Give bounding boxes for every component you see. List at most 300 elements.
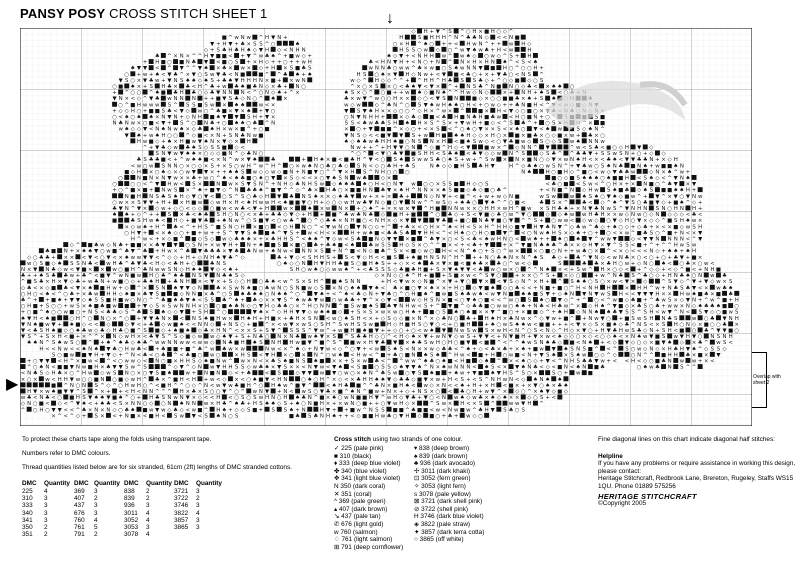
svg-text:◇: ◇ — [192, 365, 197, 371]
svg-text:N: N — [125, 206, 129, 212]
svg-text:■: ■ — [173, 291, 178, 297]
svg-text:H: H — [686, 188, 690, 194]
svg-text:<: < — [454, 41, 459, 47]
svg-text:H: H — [350, 218, 354, 224]
svg-text:S: S — [95, 310, 99, 316]
svg-text:+: + — [246, 322, 251, 328]
svg-text:♠: ♠ — [332, 176, 337, 182]
svg-text:×: × — [570, 243, 575, 249]
svg-text:<: < — [393, 298, 398, 304]
svg-text:w: w — [45, 322, 50, 328]
svg-text:^: ^ — [33, 334, 38, 340]
svg-text:♣: ♣ — [594, 224, 599, 230]
svg-text:H: H — [131, 267, 135, 273]
svg-text:w: w — [161, 340, 166, 346]
svg-text:S: S — [217, 212, 221, 218]
qty-dmc-cell: 3857 — [174, 517, 188, 524]
svg-text:^: ^ — [570, 304, 575, 310]
svg-text:w: w — [466, 273, 471, 279]
svg-text:■: ■ — [631, 163, 636, 169]
svg-text:♣: ♣ — [234, 249, 239, 255]
svg-text:<: < — [454, 237, 459, 243]
svg-text:◇: ◇ — [186, 115, 191, 121]
svg-text:S: S — [308, 279, 312, 285]
svg-text:♠: ♠ — [557, 84, 562, 90]
svg-text:○: ○ — [533, 273, 538, 279]
svg-text:■: ■ — [374, 230, 379, 236]
svg-text:◇: ◇ — [167, 310, 172, 316]
svg-text:■: ■ — [344, 157, 349, 163]
svg-text:+: + — [368, 145, 373, 151]
svg-text:<: < — [155, 255, 160, 261]
svg-text:■: ■ — [161, 291, 166, 297]
svg-text:♣: ♣ — [405, 84, 410, 90]
svg-text:×: × — [405, 206, 410, 212]
svg-text:N: N — [125, 273, 129, 279]
svg-text:<: < — [100, 310, 105, 316]
svg-text:S: S — [522, 60, 526, 66]
svg-text:♠: ♠ — [344, 139, 349, 145]
svg-text:^: ^ — [570, 145, 575, 151]
svg-text:○: ○ — [155, 352, 160, 358]
svg-text:○: ○ — [387, 96, 392, 102]
svg-text:○: ○ — [33, 359, 38, 365]
svg-text:▼: ▼ — [149, 255, 154, 261]
svg-text:♣: ♣ — [594, 261, 599, 267]
svg-text:S: S — [436, 255, 440, 261]
svg-text:S: S — [369, 310, 373, 316]
svg-text:■: ■ — [380, 352, 385, 358]
svg-text:♠: ♠ — [356, 139, 361, 145]
center-arrow-down-icon: ↓ — [386, 11, 394, 27]
svg-text:×: × — [295, 90, 300, 96]
svg-text:♠: ♠ — [320, 291, 325, 297]
svg-text:S: S — [668, 279, 672, 285]
svg-text:^: ^ — [521, 328, 526, 334]
svg-text:○: ○ — [405, 145, 410, 151]
svg-text:S: S — [387, 121, 391, 127]
svg-text:▼: ▼ — [161, 243, 166, 249]
svg-text:w: w — [503, 267, 508, 273]
svg-text:▼: ▼ — [552, 346, 557, 352]
svg-text:H: H — [216, 328, 220, 334]
svg-text:S: S — [308, 194, 312, 200]
svg-text:♠: ♠ — [88, 304, 93, 310]
svg-text:♣: ♣ — [515, 285, 520, 291]
svg-text:×: × — [582, 322, 587, 328]
svg-text:w: w — [680, 359, 685, 365]
svg-text:○: ○ — [405, 102, 410, 108]
svg-text:▼: ▼ — [436, 218, 441, 224]
svg-text:◇: ◇ — [131, 169, 136, 175]
svg-text:♠: ♠ — [673, 188, 678, 194]
svg-text:w: w — [240, 359, 245, 365]
svg-text:♠: ♠ — [94, 346, 99, 352]
svg-text:^: ^ — [497, 200, 502, 206]
svg-text:▼: ▼ — [271, 176, 276, 182]
svg-text:♣: ♣ — [429, 237, 434, 243]
svg-text:+: + — [460, 157, 465, 163]
svg-text:N: N — [454, 96, 458, 102]
svg-text:<: < — [423, 84, 428, 90]
svg-text:+: + — [484, 249, 489, 255]
svg-text:○: ○ — [69, 316, 74, 322]
svg-text:♣: ♣ — [313, 243, 318, 249]
svg-text:♣: ♣ — [155, 243, 160, 249]
svg-text:S: S — [223, 230, 227, 236]
svg-text:×: × — [631, 279, 636, 285]
svg-text:H: H — [503, 328, 507, 334]
svg-text:N: N — [271, 121, 275, 127]
svg-text:+: + — [594, 230, 599, 236]
svg-text:◇: ◇ — [570, 273, 575, 279]
svg-text:^: ^ — [558, 359, 563, 365]
svg-text:w: w — [118, 273, 123, 279]
svg-text:▼: ▼ — [356, 115, 361, 121]
svg-text:♠: ♠ — [191, 78, 196, 84]
svg-text:◇: ◇ — [350, 102, 355, 108]
svg-text:N: N — [533, 230, 537, 236]
svg-text:+: + — [283, 54, 288, 60]
svg-text:S: S — [302, 359, 306, 365]
svg-text:^: ^ — [533, 267, 538, 273]
svg-text:×: × — [558, 121, 563, 127]
svg-text:♣: ♣ — [210, 291, 215, 297]
svg-text:S: S — [156, 194, 160, 200]
svg-text:^: ^ — [503, 200, 508, 206]
svg-text:▼: ▼ — [539, 224, 544, 230]
svg-text:×: × — [63, 371, 68, 377]
svg-text:■: ■ — [417, 255, 422, 261]
svg-text:○: ○ — [63, 291, 68, 297]
svg-text:♠: ♠ — [460, 291, 465, 297]
svg-text:♠: ♠ — [198, 267, 203, 273]
svg-text:○: ○ — [320, 169, 325, 175]
svg-text:+: + — [76, 334, 81, 340]
svg-text:▼: ▼ — [76, 267, 81, 273]
svg-text:H: H — [418, 267, 422, 273]
svg-text:■: ■ — [197, 291, 202, 297]
svg-text:♣: ♣ — [667, 316, 672, 322]
svg-text:♣: ♣ — [533, 133, 538, 139]
svg-text:♣: ♣ — [222, 78, 227, 84]
svg-text:■: ■ — [94, 304, 99, 310]
svg-text:+: + — [564, 255, 569, 261]
svg-text:♣: ♣ — [594, 145, 599, 151]
svg-text:H: H — [613, 261, 617, 267]
svg-text:◇: ◇ — [167, 237, 172, 243]
svg-text:○: ○ — [503, 78, 508, 84]
svg-text:w: w — [503, 304, 508, 310]
svg-text:◇: ◇ — [411, 29, 416, 35]
svg-text:♠: ♠ — [429, 285, 434, 291]
svg-text:w: w — [570, 133, 575, 139]
svg-text:N: N — [472, 66, 476, 72]
svg-text:w: w — [228, 182, 233, 188]
svg-text:^: ^ — [673, 310, 678, 316]
svg-text:♣: ♣ — [704, 304, 709, 310]
svg-text:♠: ♠ — [191, 145, 196, 151]
svg-text:w: w — [680, 169, 685, 175]
svg-text:+: + — [265, 212, 270, 218]
svg-text:<: < — [161, 72, 166, 78]
svg-text:N: N — [479, 218, 483, 224]
svg-text:<: < — [673, 328, 678, 334]
svg-text:○: ○ — [33, 255, 38, 261]
svg-text:◇: ◇ — [173, 230, 178, 236]
svg-text:^: ^ — [210, 224, 215, 230]
svg-text:○: ○ — [557, 176, 562, 182]
svg-text:×: × — [503, 90, 508, 96]
svg-text:♠: ♠ — [429, 102, 434, 108]
svg-text:H: H — [326, 188, 330, 194]
svg-text:■: ■ — [210, 316, 215, 322]
svg-text:H: H — [442, 35, 446, 41]
svg-text:◇: ◇ — [51, 261, 56, 267]
key-entry: ♣ 936 (dark avocado) — [414, 460, 484, 468]
svg-text:+: + — [478, 255, 483, 261]
svg-text:×: × — [710, 291, 715, 297]
svg-text:S: S — [412, 163, 416, 169]
qty-dmc-cell: 839 — [124, 495, 135, 502]
svg-text:♠: ♠ — [198, 188, 203, 194]
svg-text:♣: ♣ — [51, 267, 56, 273]
svg-text:♠: ♠ — [564, 206, 569, 212]
svg-text:♣: ♣ — [27, 285, 32, 291]
svg-text:+: + — [185, 218, 190, 224]
svg-text:w: w — [405, 359, 410, 365]
svg-text:▼: ▼ — [558, 224, 563, 230]
svg-text:◇: ◇ — [600, 352, 605, 358]
svg-text:♣: ♣ — [39, 255, 44, 261]
svg-text:♣: ♣ — [503, 72, 508, 78]
svg-text:N: N — [302, 261, 306, 267]
svg-text:○: ○ — [88, 316, 93, 322]
svg-text:S: S — [265, 328, 269, 334]
svg-text:▼: ▼ — [210, 267, 215, 273]
svg-text:<: < — [259, 359, 264, 365]
svg-text:○: ○ — [399, 328, 404, 334]
svg-text:♠: ♠ — [460, 133, 465, 139]
svg-text:H: H — [387, 139, 391, 145]
svg-text:<: < — [594, 182, 599, 188]
svg-text:^: ^ — [527, 121, 532, 127]
svg-text:^: ^ — [289, 90, 294, 96]
svg-text:◇: ◇ — [247, 365, 252, 371]
svg-text:■: ■ — [130, 243, 135, 249]
svg-text:▼: ▼ — [448, 304, 453, 310]
svg-text:H: H — [198, 115, 202, 121]
svg-text:+: + — [381, 206, 386, 212]
svg-text:○: ○ — [637, 340, 642, 346]
svg-text:♣: ♣ — [429, 261, 434, 267]
svg-text:▼: ▼ — [143, 255, 148, 261]
svg-text:<: < — [710, 359, 715, 365]
svg-text:w: w — [338, 298, 343, 304]
svg-text:○: ○ — [118, 176, 123, 182]
svg-text:■: ■ — [222, 35, 227, 41]
svg-text:N: N — [369, 291, 373, 297]
svg-text:+: + — [448, 285, 453, 291]
svg-text:S: S — [717, 346, 721, 352]
svg-text:H: H — [241, 352, 245, 358]
svg-text:<: < — [246, 212, 251, 218]
svg-text:▼: ▼ — [417, 285, 422, 291]
svg-text:◇: ◇ — [649, 145, 654, 151]
svg-text:w: w — [167, 249, 172, 255]
svg-text:○: ○ — [435, 359, 440, 365]
svg-text:×: × — [594, 157, 599, 163]
svg-text:N: N — [637, 163, 641, 169]
svg-text:S: S — [613, 206, 617, 212]
svg-text:○: ○ — [191, 163, 196, 169]
svg-text:○: ○ — [246, 194, 251, 200]
svg-text:w: w — [167, 188, 172, 194]
svg-text:◇: ◇ — [692, 322, 697, 328]
svg-text:^: ^ — [344, 249, 349, 255]
svg-text:×: × — [606, 212, 611, 218]
svg-text:^: ^ — [606, 304, 611, 310]
svg-text:w: w — [344, 322, 349, 328]
svg-text:×: × — [314, 188, 319, 194]
svg-text:^: ^ — [411, 108, 416, 114]
svg-text:H: H — [515, 115, 519, 121]
svg-text:○: ○ — [356, 151, 361, 157]
svg-text:◇: ◇ — [436, 316, 441, 322]
svg-text:◇: ◇ — [271, 304, 276, 310]
svg-text:N: N — [430, 163, 434, 169]
svg-text:S: S — [229, 133, 233, 139]
svg-text:N: N — [27, 371, 31, 377]
svg-text:♣: ♣ — [76, 279, 81, 285]
svg-text:■: ■ — [82, 267, 87, 273]
svg-text:+: + — [527, 304, 532, 310]
svg-text:○: ○ — [698, 261, 703, 267]
svg-text:^: ^ — [137, 267, 142, 273]
svg-text:◇: ◇ — [417, 249, 422, 255]
svg-text:H: H — [375, 78, 379, 84]
svg-text:w: w — [88, 279, 93, 285]
svg-text:■: ■ — [130, 194, 135, 200]
key-entry: ✓ 225 (pale pink) — [334, 445, 403, 453]
svg-text:♣: ♣ — [191, 60, 196, 66]
svg-text:▼: ▼ — [509, 334, 514, 340]
svg-text:♠: ♠ — [234, 176, 239, 182]
svg-text:♣: ♣ — [625, 188, 630, 194]
svg-text:×: × — [210, 169, 215, 175]
svg-text:♠: ♠ — [313, 194, 318, 200]
svg-text:<: < — [179, 352, 184, 358]
svg-text:▼: ▼ — [430, 84, 435, 90]
svg-text:N: N — [302, 78, 306, 84]
svg-text:◇: ◇ — [478, 96, 483, 102]
svg-text:^: ^ — [564, 188, 569, 194]
svg-text:×: × — [734, 322, 739, 328]
svg-text:◇: ◇ — [265, 169, 270, 175]
svg-text:N: N — [509, 151, 513, 157]
svg-text:N: N — [253, 249, 257, 255]
svg-text:S: S — [558, 139, 562, 145]
svg-text:w: w — [173, 304, 178, 310]
svg-text:S: S — [430, 157, 434, 163]
svg-text:■: ■ — [460, 322, 465, 328]
svg-text:○: ○ — [289, 163, 294, 169]
svg-text:^: ^ — [192, 188, 197, 194]
qty-header-dmc-3: DMC — [124, 480, 139, 487]
svg-text:S: S — [631, 316, 635, 322]
svg-text:■: ■ — [173, 237, 178, 243]
svg-text:♠: ♠ — [527, 169, 532, 175]
qty-dmc-cell: 369 — [74, 488, 85, 495]
svg-text:^: ^ — [399, 291, 404, 297]
svg-text:×: × — [381, 273, 386, 279]
svg-text:N: N — [241, 285, 245, 291]
key-title — [334, 436, 584, 444]
svg-text:○: ○ — [76, 340, 81, 346]
svg-text:w: w — [594, 188, 599, 194]
svg-text:×: × — [185, 163, 190, 169]
svg-text:H: H — [357, 316, 361, 322]
qty-dmc-cell: 761 — [74, 524, 85, 531]
svg-text:♣: ♣ — [112, 206, 117, 212]
svg-text:■: ■ — [258, 224, 263, 230]
svg-text:w: w — [466, 121, 471, 127]
helpline-title: Helpline — [598, 453, 798, 461]
svg-text:+: + — [655, 328, 660, 334]
svg-text:S: S — [192, 359, 196, 365]
svg-text:▼: ▼ — [399, 151, 404, 157]
svg-text:♠: ♠ — [545, 230, 550, 236]
svg-text:w: w — [692, 243, 697, 249]
svg-text:S: S — [534, 328, 538, 334]
svg-text:×: × — [436, 285, 441, 291]
svg-text:^: ^ — [106, 359, 111, 365]
svg-text:+: + — [320, 212, 325, 218]
svg-text:◇: ◇ — [21, 285, 26, 291]
svg-text:▼: ▼ — [399, 182, 404, 188]
svg-text:+: + — [253, 127, 258, 133]
svg-text:N: N — [430, 139, 434, 145]
svg-text:×: × — [124, 224, 129, 230]
svg-text:○: ○ — [222, 310, 227, 316]
svg-text:○: ○ — [472, 127, 477, 133]
svg-text:♠: ♠ — [673, 249, 678, 255]
svg-text:◇: ◇ — [64, 328, 69, 334]
svg-text:S: S — [168, 304, 172, 310]
svg-text:■: ■ — [649, 182, 654, 188]
svg-text:N: N — [411, 139, 415, 145]
svg-text:N: N — [594, 127, 598, 133]
svg-text:♣: ♣ — [722, 322, 727, 328]
svg-text:w: w — [27, 261, 32, 267]
svg-text:S: S — [40, 328, 44, 334]
svg-text:H: H — [222, 365, 226, 371]
svg-text:w: w — [259, 102, 264, 108]
svg-text:w: w — [283, 218, 288, 224]
svg-text:◇: ◇ — [155, 139, 160, 145]
svg-text:^: ^ — [661, 279, 666, 285]
svg-text:■: ■ — [460, 139, 465, 145]
svg-text:▼: ▼ — [631, 157, 636, 163]
svg-text:○: ○ — [649, 273, 654, 279]
svg-text:H: H — [198, 84, 202, 90]
svg-text:×: × — [295, 163, 300, 169]
svg-text:N: N — [228, 218, 232, 224]
svg-text:+: + — [570, 206, 575, 212]
svg-text:S: S — [576, 176, 580, 182]
svg-text:♠: ♠ — [191, 298, 196, 304]
svg-text:♣: ♣ — [686, 352, 691, 358]
